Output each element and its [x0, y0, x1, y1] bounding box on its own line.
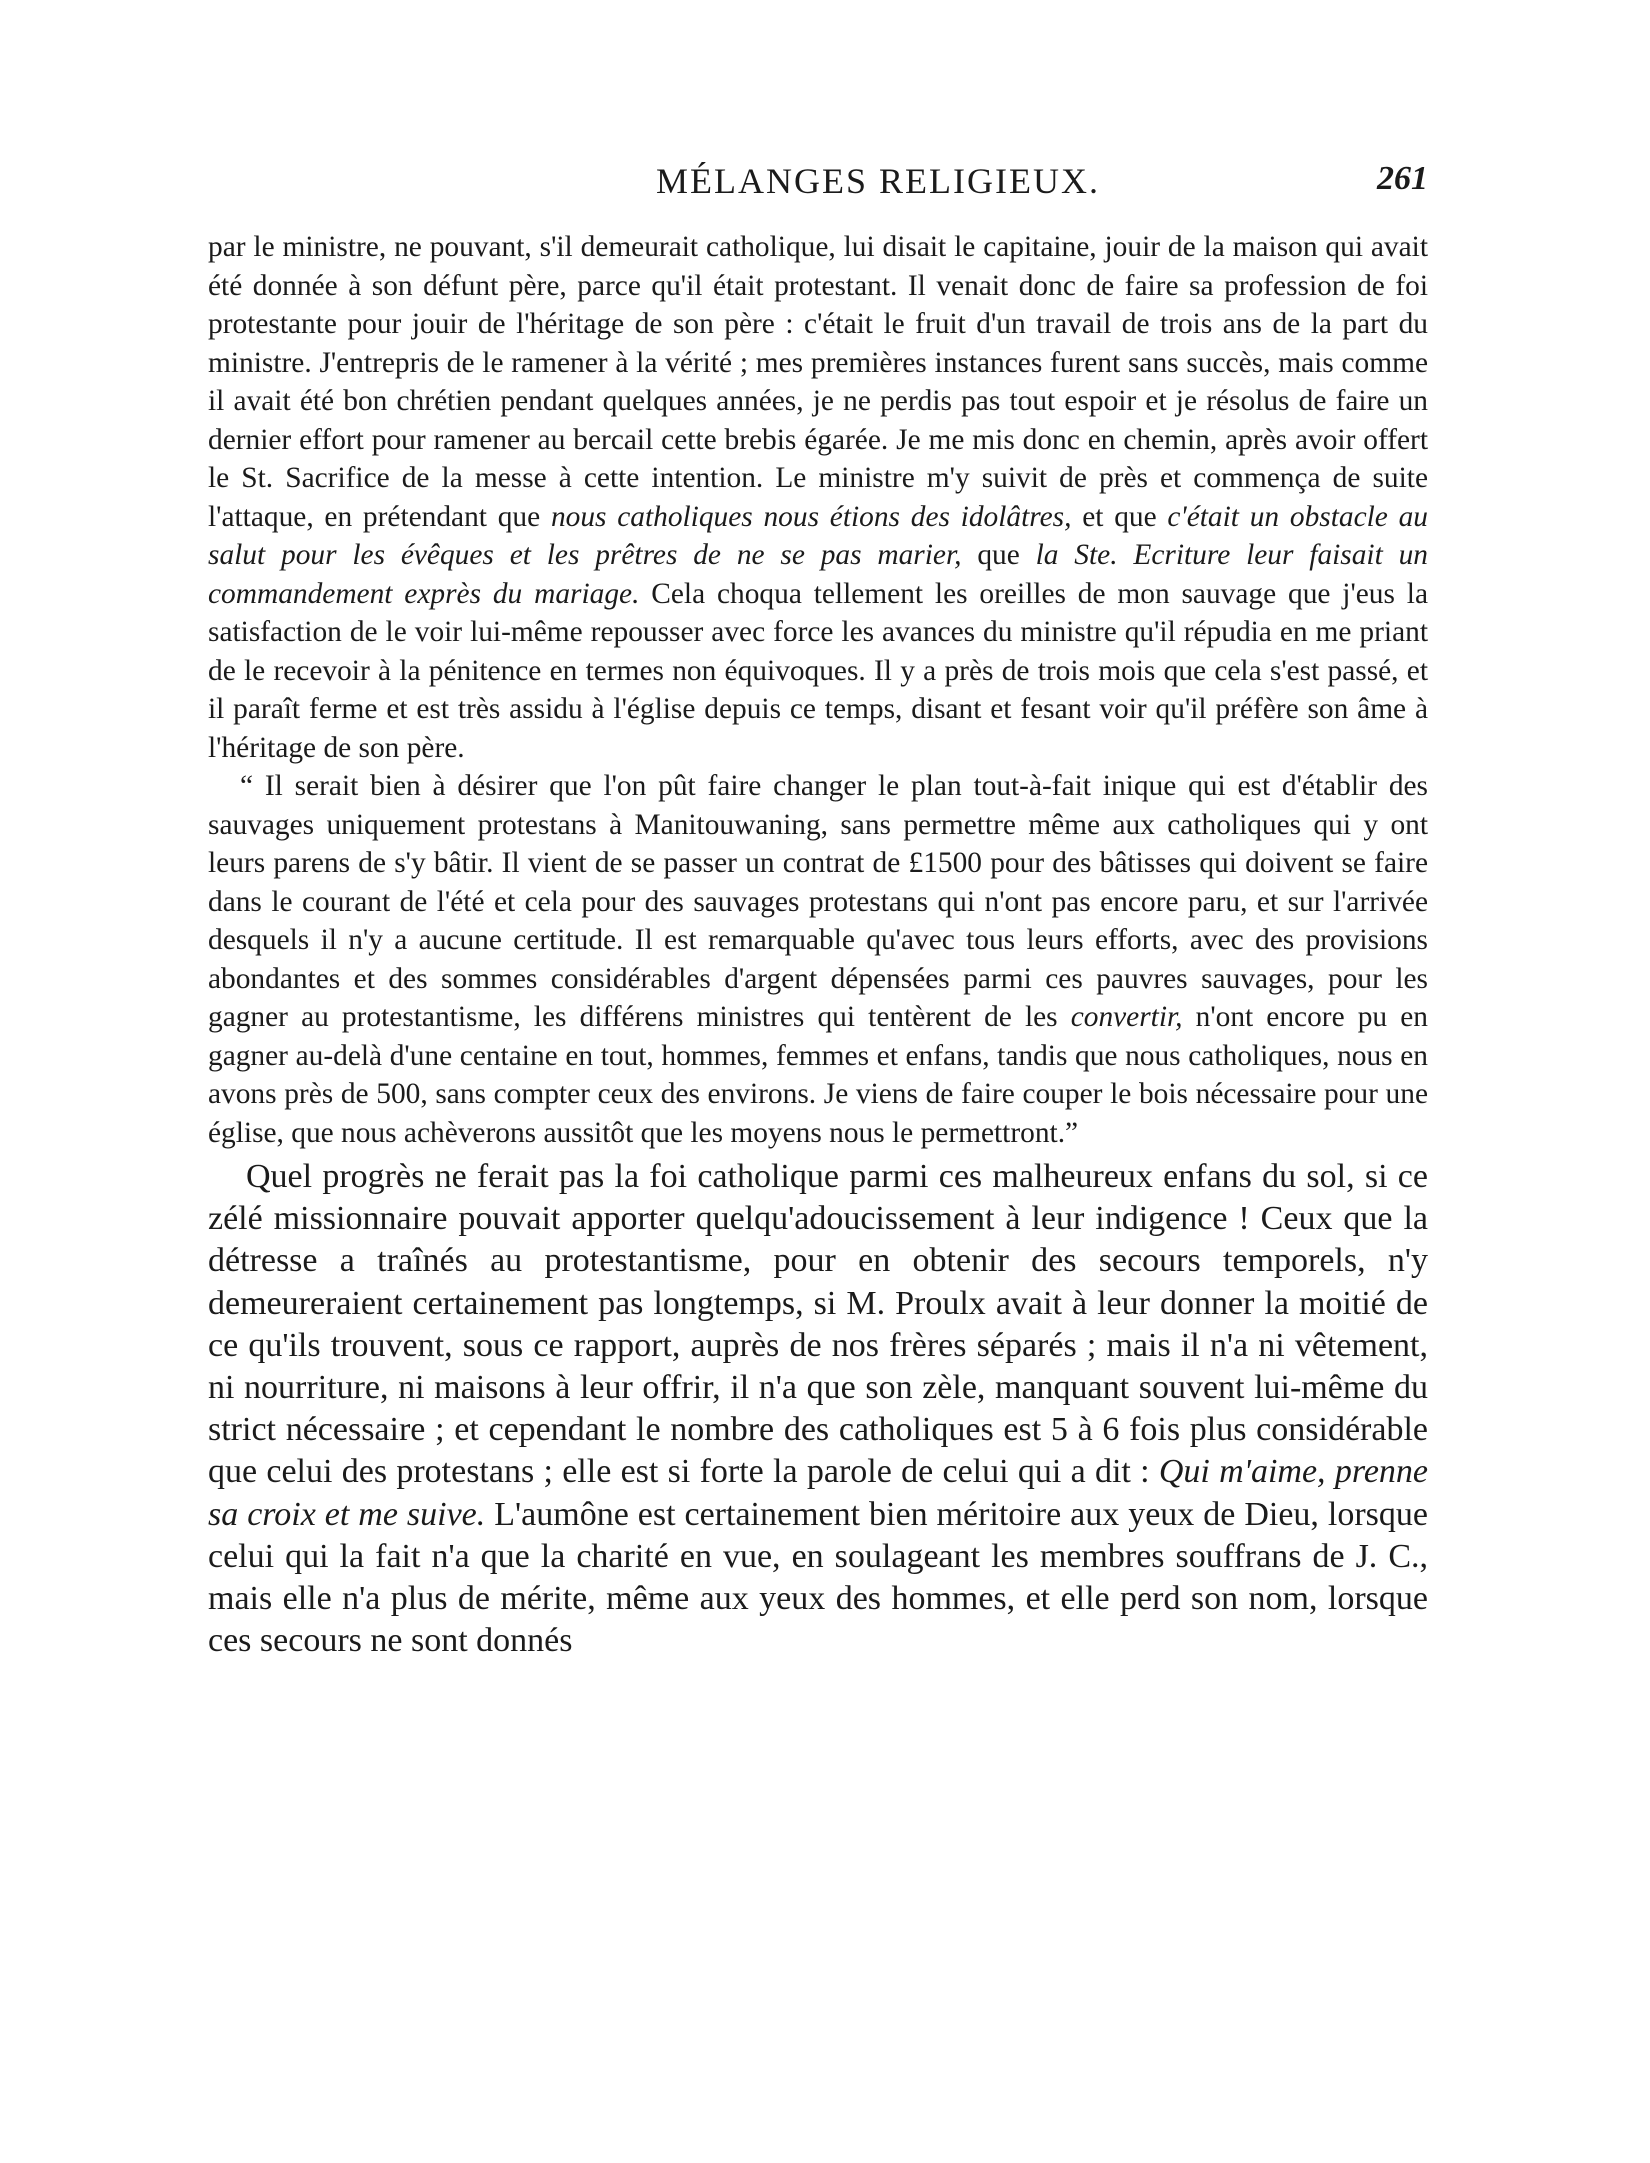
italic-run: c'était un obstacle au salut pour les évêques et les prêtres de ne se pas marier, — [208, 500, 1428, 571]
italic-run: convertir, — [1070, 1001, 1183, 1033]
italic-run: la Ste. Ecriture leur faisait un commandement exprès du mariage. — [208, 539, 1428, 610]
main-paragraph-1 — [208, 1156, 1428, 1662]
text-run: L'aumône est certainement bien méritoire aux yeux de Dieu, lorsque celui qui la fait n'a que la charité en vue, en soulageant les membres souffrans de J. C., mais elle n'a plus de mérite, même aux yeux des hommes, et elle perd son nom, lorsque ces secours ne sont donnés — [208, 1495, 1428, 1660]
text-run: par le ministre, ne pouvant, s'il demeurait catholique, lui disait le capitaine, jouir de la maison qui avait été donnée à son défunt père, parce qu'il était protestant. Il venait donc de faire sa profession de foi protestante pour jouir de l'héritage de son père : c'était le fruit d'un travail de trois ans de la part du ministre. J'entrepris de le ramener à la vérité ; mes premières instances furent sans succès, mais comme il avait été bon chrétien pendant quelques années, je ne perdis pas tout espoir et je résolus de faire un dernier effort pour ramener au bercail cette brebis égarée. Je me mis donc en chemin, après avoir offert le St. Sacrifice de la messe à cette intention. Le ministre m'y suivit de près et commença de suite l'attaque, en prétendant que — [208, 231, 1428, 533]
italic-run: nous catholiques nous étions des idolâtres, — [550, 500, 1072, 533]
quoted-letter — [208, 228, 1428, 1152]
quote-paragraph-1 — [208, 228, 1428, 767]
page-number: 261 — [1377, 160, 1428, 197]
page-header — [208, 160, 1428, 224]
text-run: n'ont encore pu en gagner au-delà d'une centaine en tout, hommes, femmes et enfans, tandis que nous catholiques, nous en avons près de 500, sans compter ceux des environs. Je viens de faire couper le bois nécessaire pour une église, que nous achèverons aussitôt que les moyens nous le permettront.” — [208, 1001, 1428, 1149]
book-page — [208, 160, 1428, 1662]
running-title: MÉLANGES RELIGIEUX. — [656, 161, 1100, 201]
text-run: Cela choqua tellement les oreilles de mon sauvage que j'eus la satisfaction de le voir lui-même repousser avec force les avances du ministre qu'il répudia en me priant de le recevoir à la pénitence en termes non équivoques. Il y a près de trois mois que cela s'est passé, et il paraît ferme et est très assidu à l'église depuis ce temps, disant et fesant voir qu'il préfère son âme à l'héritage de son père. — [208, 577, 1428, 764]
text-run: Quel progrès ne ferait pas la foi catholique parmi ces malheureux enfans du sol, si ce zélé missionnaire pouvait apporter quelqu'adoucissement à leur indigence ! Ceux que la détresse a traînés au protestantisme, pour en obtenir des secours temporels, n'y demeureraient certainement pas longtemps, si M. Proulx avait à leur donner la moitié de ce qu'ils trouvent, sous ce rapport, auprès de nos frères séparés ; mais il n'a ni vêtement, ni nourriture, ni maisons à leur offrir, il n'a que son zèle, manquant souvent lui-même du strict nécessaire ; et cependant le nombre des catholiques est 5 à 6 fois plus considérable que celui des protestans ; elle est si forte la parole de celui qui a dit : — [208, 1158, 1428, 1491]
text-run: que — [961, 539, 1036, 571]
text-run: et que — [1071, 500, 1168, 533]
italic-run: Qui m'aime, prenne sa croix et me suive. — [208, 1453, 1428, 1533]
main-text — [208, 1156, 1428, 1662]
quote-paragraph-2 — [208, 767, 1428, 1152]
text-run: “ Il serait bien à désirer que l'on pût faire changer le plan tout-à-fait inique qui est d'établir des sauvages uniquement protestans à Manitouwaning, sans permettre même aux catholiques qui y ont leurs parens de s'y bâtir. Il vient de se passer un contrat de £1500 pour des bâtisses qui doivent se faire dans le courant de l'été et cela pour des sauvages protestans qui n'ont pas encore paru, et sur l'arrivée desquels il n'y a aucune certitude. Il est remarquable qu'avec tous leurs efforts, avec des provisions abondantes et des sommes considérables d'argent dépensées parmi ces pauvres sauvages, pour les gagner au protestantisme, les différens ministres qui tentèrent de les — [208, 770, 1428, 1033]
